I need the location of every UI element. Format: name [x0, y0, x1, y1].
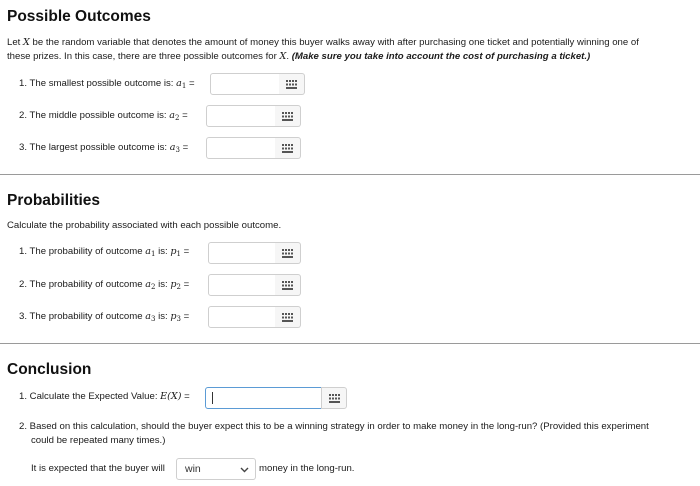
expected-value-input[interactable]: [205, 387, 322, 409]
keypad-button[interactable]: [275, 306, 301, 328]
equals-sign: =: [184, 391, 190, 402]
keypad-button[interactable]: [275, 105, 301, 127]
section-title-probabilities: Probabilities: [7, 192, 101, 209]
math-sub: 2: [176, 283, 181, 291]
section-title-conclusion: Conclusion: [7, 361, 92, 378]
math-sub: 2: [150, 283, 156, 291]
keypad-icon: [282, 144, 293, 153]
math-sub: 1: [181, 82, 187, 90]
math-var: a: [145, 246, 151, 257]
outcomes-intro-line1: [7, 36, 639, 50]
probability-p1-input[interactable]: [208, 242, 276, 264]
outcome-a2-input[interactable]: [206, 105, 276, 127]
probability-p3-input[interactable]: [208, 306, 276, 328]
section-divider: [0, 343, 700, 344]
keypad-icon: [329, 394, 340, 403]
intro-text-line2: these prizes. In this case, there are three possible outcomes for: [7, 51, 277, 62]
math-expected-value: E(X): [160, 391, 182, 402]
math-a1: [145, 246, 155, 257]
math-var: a: [145, 311, 151, 322]
is-text: is:: [158, 246, 168, 257]
equals-sign: =: [182, 142, 189, 153]
math-a1: [176, 78, 186, 89]
conclusion-q1-label: [19, 390, 190, 404]
math-sub: 3: [176, 315, 181, 323]
math-a3: [170, 142, 180, 153]
win-lose-select[interactable]: [176, 458, 256, 480]
math-a3: [145, 311, 155, 322]
keypad-button[interactable]: [275, 137, 301, 159]
section-divider: [0, 174, 700, 175]
intro-period: .: [286, 51, 290, 62]
outcome-a1-input[interactable]: [210, 73, 280, 95]
math-sub: 1: [176, 250, 181, 258]
probability-q3-label: [19, 310, 189, 326]
question-text: 2. The middle possible outcome is:: [19, 110, 167, 121]
intro-text-cont: be the random variable that denotes the amount of money this buyer walks away with after purchasing one ticket and potentially winning one of: [32, 37, 639, 48]
select-value: win: [185, 463, 201, 475]
question-text: 1. The smallest possible outcome is:: [19, 78, 174, 89]
math-p1: [170, 246, 181, 257]
keypad-button[interactable]: [279, 73, 305, 95]
probability-q1-label: [19, 245, 189, 261]
variable-x: X: [279, 51, 287, 62]
outcome-q1-label: [19, 77, 195, 93]
keypad-icon: [282, 112, 293, 121]
question-text: 1. Calculate the Expected Value:: [19, 391, 158, 402]
keypad-icon: [286, 80, 297, 89]
math-sub: 2: [174, 114, 180, 122]
probability-p2-input[interactable]: [208, 274, 276, 296]
keypad-icon: [282, 249, 293, 258]
conclusion-sentence-pre: It is expected that the buyer will: [31, 463, 165, 474]
equals-sign: =: [189, 78, 195, 89]
keypad-button[interactable]: [321, 387, 347, 409]
conclusion-sentence-post: money in the long-run.: [259, 463, 355, 474]
math-var: p: [170, 279, 177, 290]
math-p2: [170, 279, 181, 290]
math-sub: 3: [175, 146, 180, 154]
math-var: a: [145, 279, 151, 290]
keypad-button[interactable]: [275, 242, 301, 264]
math-sub: 1: [150, 250, 156, 258]
math-var: a: [169, 142, 176, 153]
keypad-icon: [282, 281, 293, 290]
is-text: is:: [158, 311, 168, 322]
math-p3: [170, 311, 181, 322]
intro-note: (Make sure you take into account the cost of purchasing a ticket.): [291, 51, 591, 62]
section-title-possible-outcomes: Possible Outcomes: [7, 8, 151, 25]
outcomes-intro-line2: [7, 50, 590, 64]
conclusion-q2-line1: 2. Based on this calculation, should the buyer expect this to be a winning strategy in order to make money in the long-run? (Provided this experiment: [19, 421, 649, 432]
is-text: is:: [158, 279, 168, 290]
math-a2: [145, 279, 155, 290]
text-caret: [212, 392, 213, 404]
equals-sign: =: [183, 311, 190, 322]
outcome-a3-input[interactable]: [206, 137, 276, 159]
equals-sign: =: [182, 110, 188, 121]
question-text: 3. The probability of outcome: [19, 311, 143, 322]
math-a2: [169, 110, 179, 121]
equals-sign: =: [183, 246, 190, 257]
question-text: 1. The probability of outcome: [19, 246, 143, 257]
keypad-button[interactable]: [275, 274, 301, 296]
probability-q2-label: [19, 278, 189, 294]
outcome-q3-label: [19, 141, 188, 157]
keypad-icon: [282, 313, 293, 322]
outcome-q2-label: [19, 109, 188, 125]
question-text: 3. The largest possible outcome is:: [19, 142, 168, 153]
math-var: a: [176, 78, 182, 89]
math-var: p: [170, 311, 177, 322]
math-var: a: [169, 110, 175, 121]
question-text: 2. The probability of outcome: [19, 279, 143, 290]
intro-text: Let: [7, 37, 21, 48]
equals-sign: =: [183, 279, 190, 290]
math-var: p: [170, 246, 177, 257]
conclusion-q2-line2: could be repeated many times.): [31, 435, 166, 446]
math-sub: 3: [150, 315, 156, 323]
probabilities-intro: Calculate the probability associated with each possible outcome.: [7, 220, 282, 231]
variable-x: X: [23, 37, 30, 48]
